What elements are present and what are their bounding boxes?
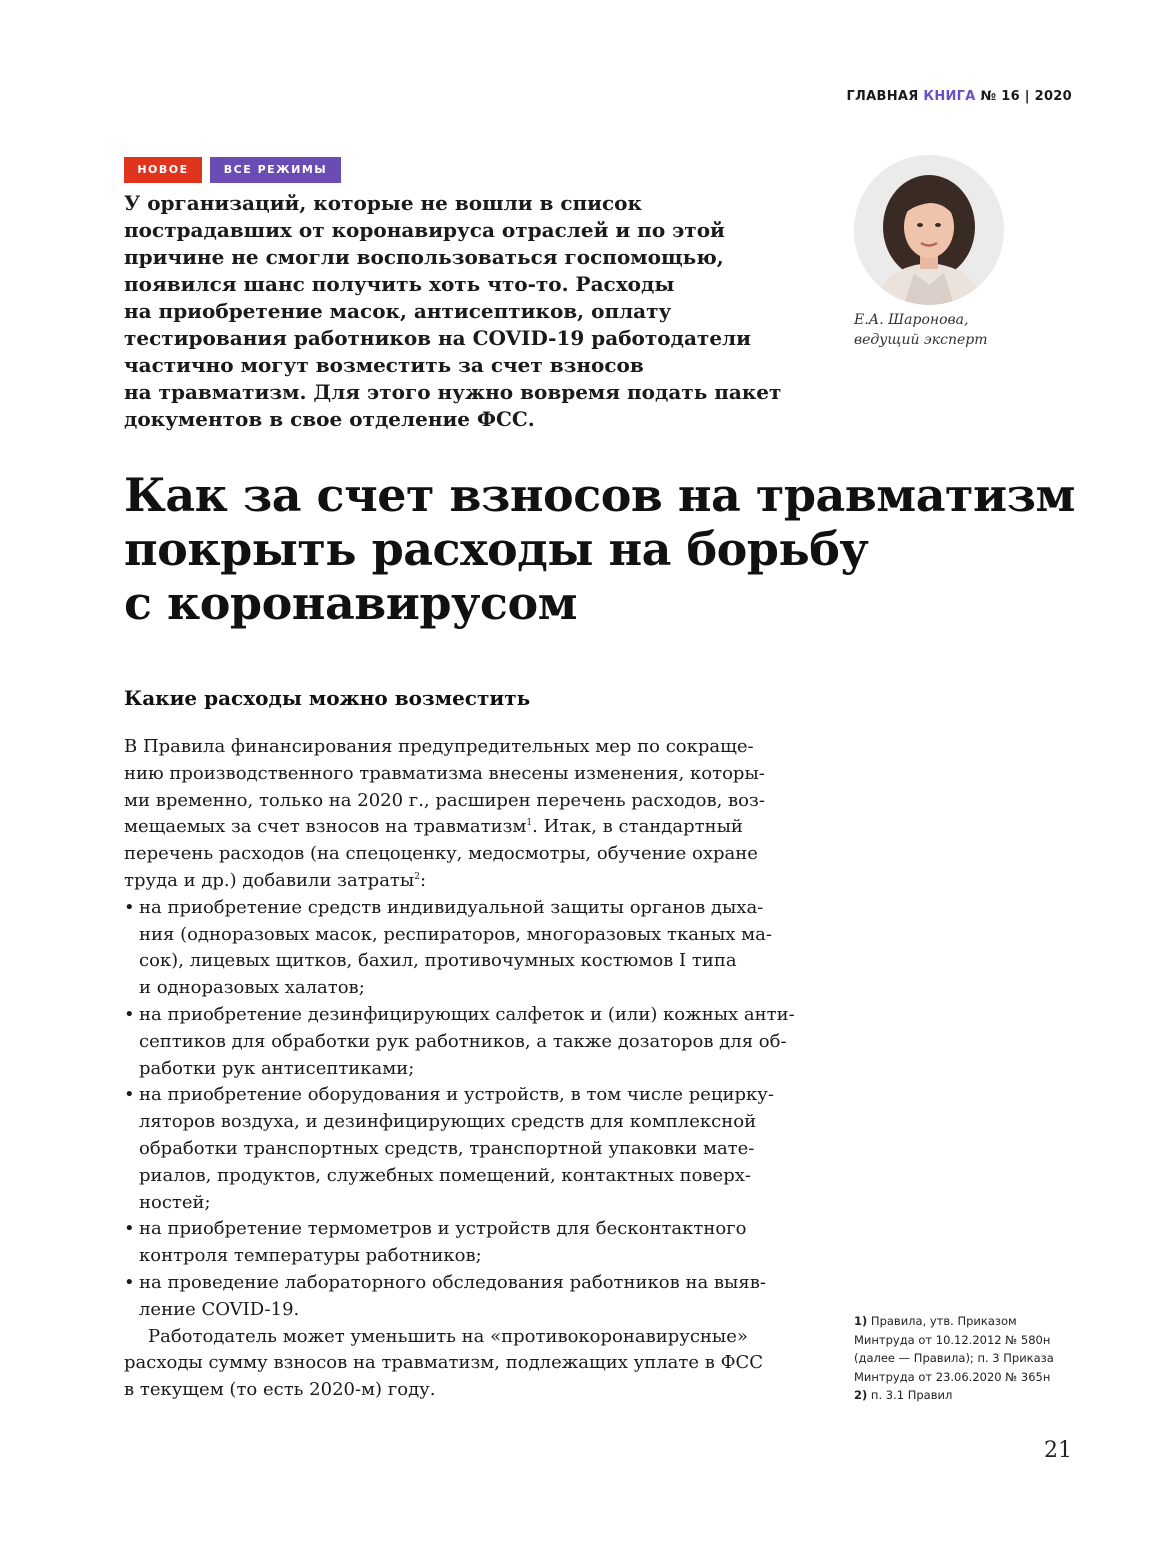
bullet-line: ление COVID-19. [139,1298,300,1320]
bullet-line: ляторов воздуха, и дезинфицирующих средств для комплексной [139,1111,757,1133]
article-title [124,468,1084,630]
footnote-text: Правила, утв. Приказом [870,1314,1017,1328]
bullet-line: ностей; [139,1191,211,1213]
bullet-item [124,895,804,922]
lead-line: частично могут возместить за счет взносов [124,353,644,377]
lead-line: причине не смогли воспользоваться госпомощью, [124,245,724,269]
tag-new: НОВОЕ [124,157,202,183]
footnote-line: (далее — Правила); п. 3 Приказа [854,1351,1054,1365]
bullet-text: на приобретение термометров и устройств для бесконтактного [139,1218,747,1240]
footnote-1 [854,1312,1084,1331]
bullet-item [124,1270,804,1297]
footnote-line: Минтруда от 23.06.2020 № 365н [854,1369,1051,1384]
running-header [846,89,1072,104]
body-line: расходы сумму взносов на травматизм, подлежащих уплате в ФСС [124,1352,764,1374]
footnote-2-label: 2) [854,1388,868,1402]
title-line: покрыть расходы на борьбу [124,522,869,576]
author-role: ведущий эксперт [854,332,988,348]
bullet-item [124,1002,804,1029]
title-line: Как за счет взносов на травматизм [124,468,1075,522]
brand-part1: ГЛАВНАЯ [846,89,919,104]
body-text: мещаемых за счет взносов на травматизм [124,816,527,838]
body-line: ми временно, только на 2020 г., расширен перечень расходов, воз- [124,789,765,811]
brand-part2: КНИГА [923,89,976,104]
page-number: 21 [1044,1438,1072,1463]
bullet-item [124,1216,804,1243]
body-text: . Итак, в стандартный [532,816,743,838]
bullet-line: ния (одноразовых масок, респираторов, многоразовых тканых ма- [139,923,772,945]
bullet-text: на приобретение оборудования и устройств, в том числе рецирку- [139,1084,774,1106]
bullet-line: риалов, продуктов, служебных помещений, контактных поверх- [139,1164,751,1186]
body-line: нию производственного травматизма внесены изменения, которы- [124,762,765,784]
bullet-icon: • [124,896,135,918]
body-line: В Правила финансирования предупредительных мер по сокраще- [124,736,754,757]
bullet-icon: • [124,1003,135,1025]
bullet-icon: • [124,1218,135,1240]
lead-paragraph [124,190,784,433]
bullet-line: септиков для обработки рук работников, а также дозаторов для об- [139,1030,787,1052]
bullet-icon: • [124,1084,135,1106]
footnote-ref-1[interactable]: 1 [526,818,533,829]
lead-line: пострадавших от коронавируса отраслей и по этой [124,218,725,242]
body-line: Работодатель может уменьшить на «противокоронавирусные» [148,1325,748,1347]
article-body [124,734,804,1404]
lead-line: появился шанс получить хоть что-то. Расходы [124,272,675,296]
author-name: Е.А. Шаронова, [854,312,969,328]
bullet-text: на проведение лабораторного обследования работников на выяв- [139,1271,766,1293]
bullet-text: на приобретение дезинфицирующих салфеток и (или) кожных анти- [139,1003,795,1025]
footnote-ref-2[interactable]: 2 [414,871,420,882]
footnote-1-label: 1) [854,1314,868,1328]
bullet-line: работки рук антисептиками; [139,1057,415,1079]
footnote-line: Минтруда от 10.12.2012 № 580н [854,1332,1051,1347]
section-heading: Какие расходы можно возместить [124,686,531,710]
footnotes [854,1312,1084,1405]
bullet-line: сок), лицевых щитков, бахил, противочумных костюмов I типа [139,950,737,972]
lead-line: документов в свое отделение ФСС. [124,407,535,431]
footnote-2 [854,1386,1084,1405]
bullet-item [124,1082,804,1109]
bullet-line: обработки транспортных средств, транспортной упаковки мате- [139,1137,755,1159]
author-portrait-icon [854,155,1004,305]
footnote-text: п. 3.1 Правил [870,1388,953,1402]
body-line: перечень расходов (на спецоценку, медосмотры, обучение охране [124,843,758,865]
issue-info: № 16 | 2020 [980,89,1072,104]
tag-group [124,157,341,183]
author-avatar [854,155,1004,305]
tag-all-regimes: ВСЕ РЕЖИМЫ [210,157,341,183]
lead-line: на приобретение масок, антисептиков, оплату [124,299,672,323]
title-line: с коронавирусом [124,576,578,630]
body-line: в текущем (то есть 2020-м) году. [124,1379,436,1401]
bullet-line: и одноразовых халатов; [139,977,365,999]
bullet-text: на приобретение средств индивидуальной защиты органов дыха- [139,896,764,918]
lead-line: на травматизм. Для этого нужно вовремя подать пакет [124,380,782,404]
body-text: : [419,869,427,891]
bullet-icon: • [124,1271,135,1293]
body-line [124,868,804,895]
body-text: труда и др.) добавили затраты [124,869,415,891]
body-line [124,814,804,841]
bullet-line: контроля температуры работников; [139,1245,482,1267]
lead-line: У организаций, которые не вошли в список [124,191,642,215]
lead-line: тестирования работников на COVID-19 работодатели [124,326,751,350]
author-caption [854,310,988,350]
